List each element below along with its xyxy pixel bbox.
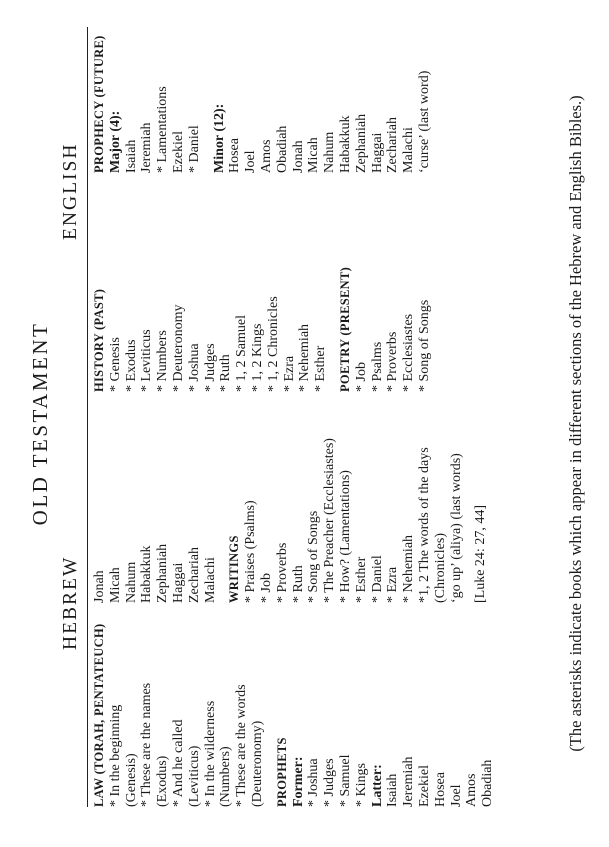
book-entry: * Numbers xyxy=(155,330,171,392)
book-entry: Hosea xyxy=(227,138,243,173)
section-heading: PROPHETS xyxy=(274,737,289,807)
page-title: OLD TESTAMENT xyxy=(28,321,52,526)
book-entry: * Praises (Psalms) xyxy=(243,500,259,603)
book-entry: Micah xyxy=(107,567,123,603)
book-entry: * Proverbs xyxy=(274,542,290,603)
book-entry: Habakkuk xyxy=(337,115,353,173)
book-entry: Isaiah xyxy=(385,773,401,807)
book-entry: * Proverbs xyxy=(385,331,401,392)
book-entry: * Daniel xyxy=(186,125,202,173)
book-entry: * 1, 2 Chronicles xyxy=(265,296,281,392)
book-entry: * These are the words xyxy=(234,684,250,807)
book-entry: Zephaniah xyxy=(155,543,171,603)
book-entry: Jeremiah xyxy=(401,756,417,807)
book-entry: * Psalms xyxy=(369,341,385,392)
hebrew-heading: HEBREW xyxy=(60,555,81,650)
book-entry: * These are the names xyxy=(139,682,155,807)
book-entry: (Leviticus) xyxy=(186,745,202,807)
section-heading: POETRY (PRESENT) xyxy=(337,266,352,392)
book-entry: Ezekiel xyxy=(416,765,432,807)
section-heading: PROPHECY (FUTURE) xyxy=(92,35,106,173)
book-entry: * And he called xyxy=(170,719,186,807)
book-entry: * Nehemiah xyxy=(401,534,417,603)
book-entry: * Ezra xyxy=(281,355,297,392)
book-entry: Joel xyxy=(243,150,259,173)
book-entry: * Esther xyxy=(313,345,329,392)
book-entry: * Joshua xyxy=(306,758,322,807)
hebrew-column-2 xyxy=(92,438,489,603)
book-entry: * Leviticus xyxy=(139,329,155,392)
spacer xyxy=(203,35,212,173)
spacer xyxy=(329,267,338,392)
book-entry: * Judges xyxy=(202,343,218,392)
book-entry: Zechariah xyxy=(385,117,401,173)
book-entry: * Ruth xyxy=(218,354,234,392)
book-entry: (Genesis) xyxy=(123,753,139,807)
book-entry: Amos xyxy=(464,773,480,807)
book-entry: * Ruth xyxy=(290,565,306,603)
spacer xyxy=(218,438,227,603)
hebrew-column-1 xyxy=(92,624,496,807)
book-entry: * Kings xyxy=(353,763,369,807)
book-entry: * Deuteronomy xyxy=(170,304,186,392)
book-entry: * Genesis xyxy=(107,337,123,392)
book-entry: * Judges xyxy=(322,758,338,807)
section-heading: WRITINGS xyxy=(227,535,242,603)
book-entry: Amos xyxy=(258,139,274,173)
book-entry: [Luke 24: 27, 44] xyxy=(473,505,489,603)
subsection-heading: Major (4): xyxy=(107,110,123,173)
book-entry: * Samuel xyxy=(337,754,353,807)
book-entry: Zephaniah xyxy=(353,113,369,173)
book-entry: Joel xyxy=(448,784,464,807)
section-heading: LAW (TORAH, PENTATEUCH) xyxy=(92,623,106,807)
book-entry: * In the wilderness xyxy=(202,700,218,807)
book-entry: * Nehemiah xyxy=(297,323,313,392)
hebrew-rule xyxy=(87,392,88,807)
spacer xyxy=(464,438,473,603)
english-column-history-poetry xyxy=(92,267,433,392)
book-entry: (Deuteronomy) xyxy=(249,720,265,807)
book-entry: Jonah xyxy=(290,140,306,173)
book-entry: * How? (Lamentations) xyxy=(337,470,353,603)
english-rule xyxy=(87,27,88,393)
book-entry: * Daniel xyxy=(369,555,385,603)
book-entry: Haggai xyxy=(170,562,186,603)
book-entry: Micah xyxy=(306,137,322,173)
book-entry: Ezekiel xyxy=(170,131,186,173)
book-entry: * Song of Songs xyxy=(306,510,322,603)
book-entry: Malachi xyxy=(401,127,417,173)
book-entry: * Song of Songs xyxy=(416,299,432,392)
subsection-heading: Former: xyxy=(290,756,306,807)
book-entry: * Esther xyxy=(353,556,369,603)
book-entry: Habakkuk xyxy=(139,545,155,603)
book-entry: *1, 2 The words of the days xyxy=(416,447,432,603)
book-entry: Obadiah xyxy=(274,125,290,173)
spacer xyxy=(266,624,275,807)
footnote: (The asterisks indicate books which appear in different sections of the Hebrew and English Bibles.) xyxy=(566,95,585,752)
book-entry: * 1, 2 Kings xyxy=(249,323,265,392)
book-entry: (Exodus) xyxy=(155,755,171,807)
book-entry: * Ecclesiastes xyxy=(401,313,417,392)
book-entry: Isaiah xyxy=(123,139,139,173)
book-entry: * The Preacher (Ecclesiastes) xyxy=(322,438,338,603)
book-entry: (Numbers) xyxy=(218,746,234,807)
book-entry: * Joshua xyxy=(186,343,202,392)
book-entry: Nahum xyxy=(123,561,139,603)
section-heading: HISTORY (PAST) xyxy=(92,288,106,392)
book-entry: * Ezra xyxy=(385,566,401,603)
book-entry: Jonah xyxy=(92,570,107,603)
book-entry: Obadiah xyxy=(480,759,496,807)
book-entry: * 1, 2 Samuel xyxy=(234,315,250,392)
book-entry: Nahum xyxy=(322,131,338,173)
subsection-heading: Latter: xyxy=(369,764,385,807)
book-entry: (Chronicles) xyxy=(432,533,448,603)
subsection-heading: Minor (12): xyxy=(211,103,227,173)
book-entry: Haggai xyxy=(369,132,385,173)
book-entry: * In the beginning xyxy=(107,704,123,807)
book-entry: Jeremiah xyxy=(139,122,155,173)
book-entry: Malachi xyxy=(202,557,218,603)
english-column-prophecy xyxy=(92,35,433,173)
book-entry: ‘curse’ (last word) xyxy=(416,70,432,173)
book-entry: Hosea xyxy=(432,772,448,807)
book-entry: * Exodus xyxy=(123,339,139,392)
book-entry: Zechariah xyxy=(186,547,202,603)
english-heading: ENGLISH xyxy=(60,142,81,240)
book-entry: * Job xyxy=(258,573,274,603)
book-entry: * Lamentations xyxy=(155,86,171,173)
book-entry: ‘go up’ (aliya) (last words) xyxy=(448,453,464,603)
book-entry: * Job xyxy=(353,362,369,392)
